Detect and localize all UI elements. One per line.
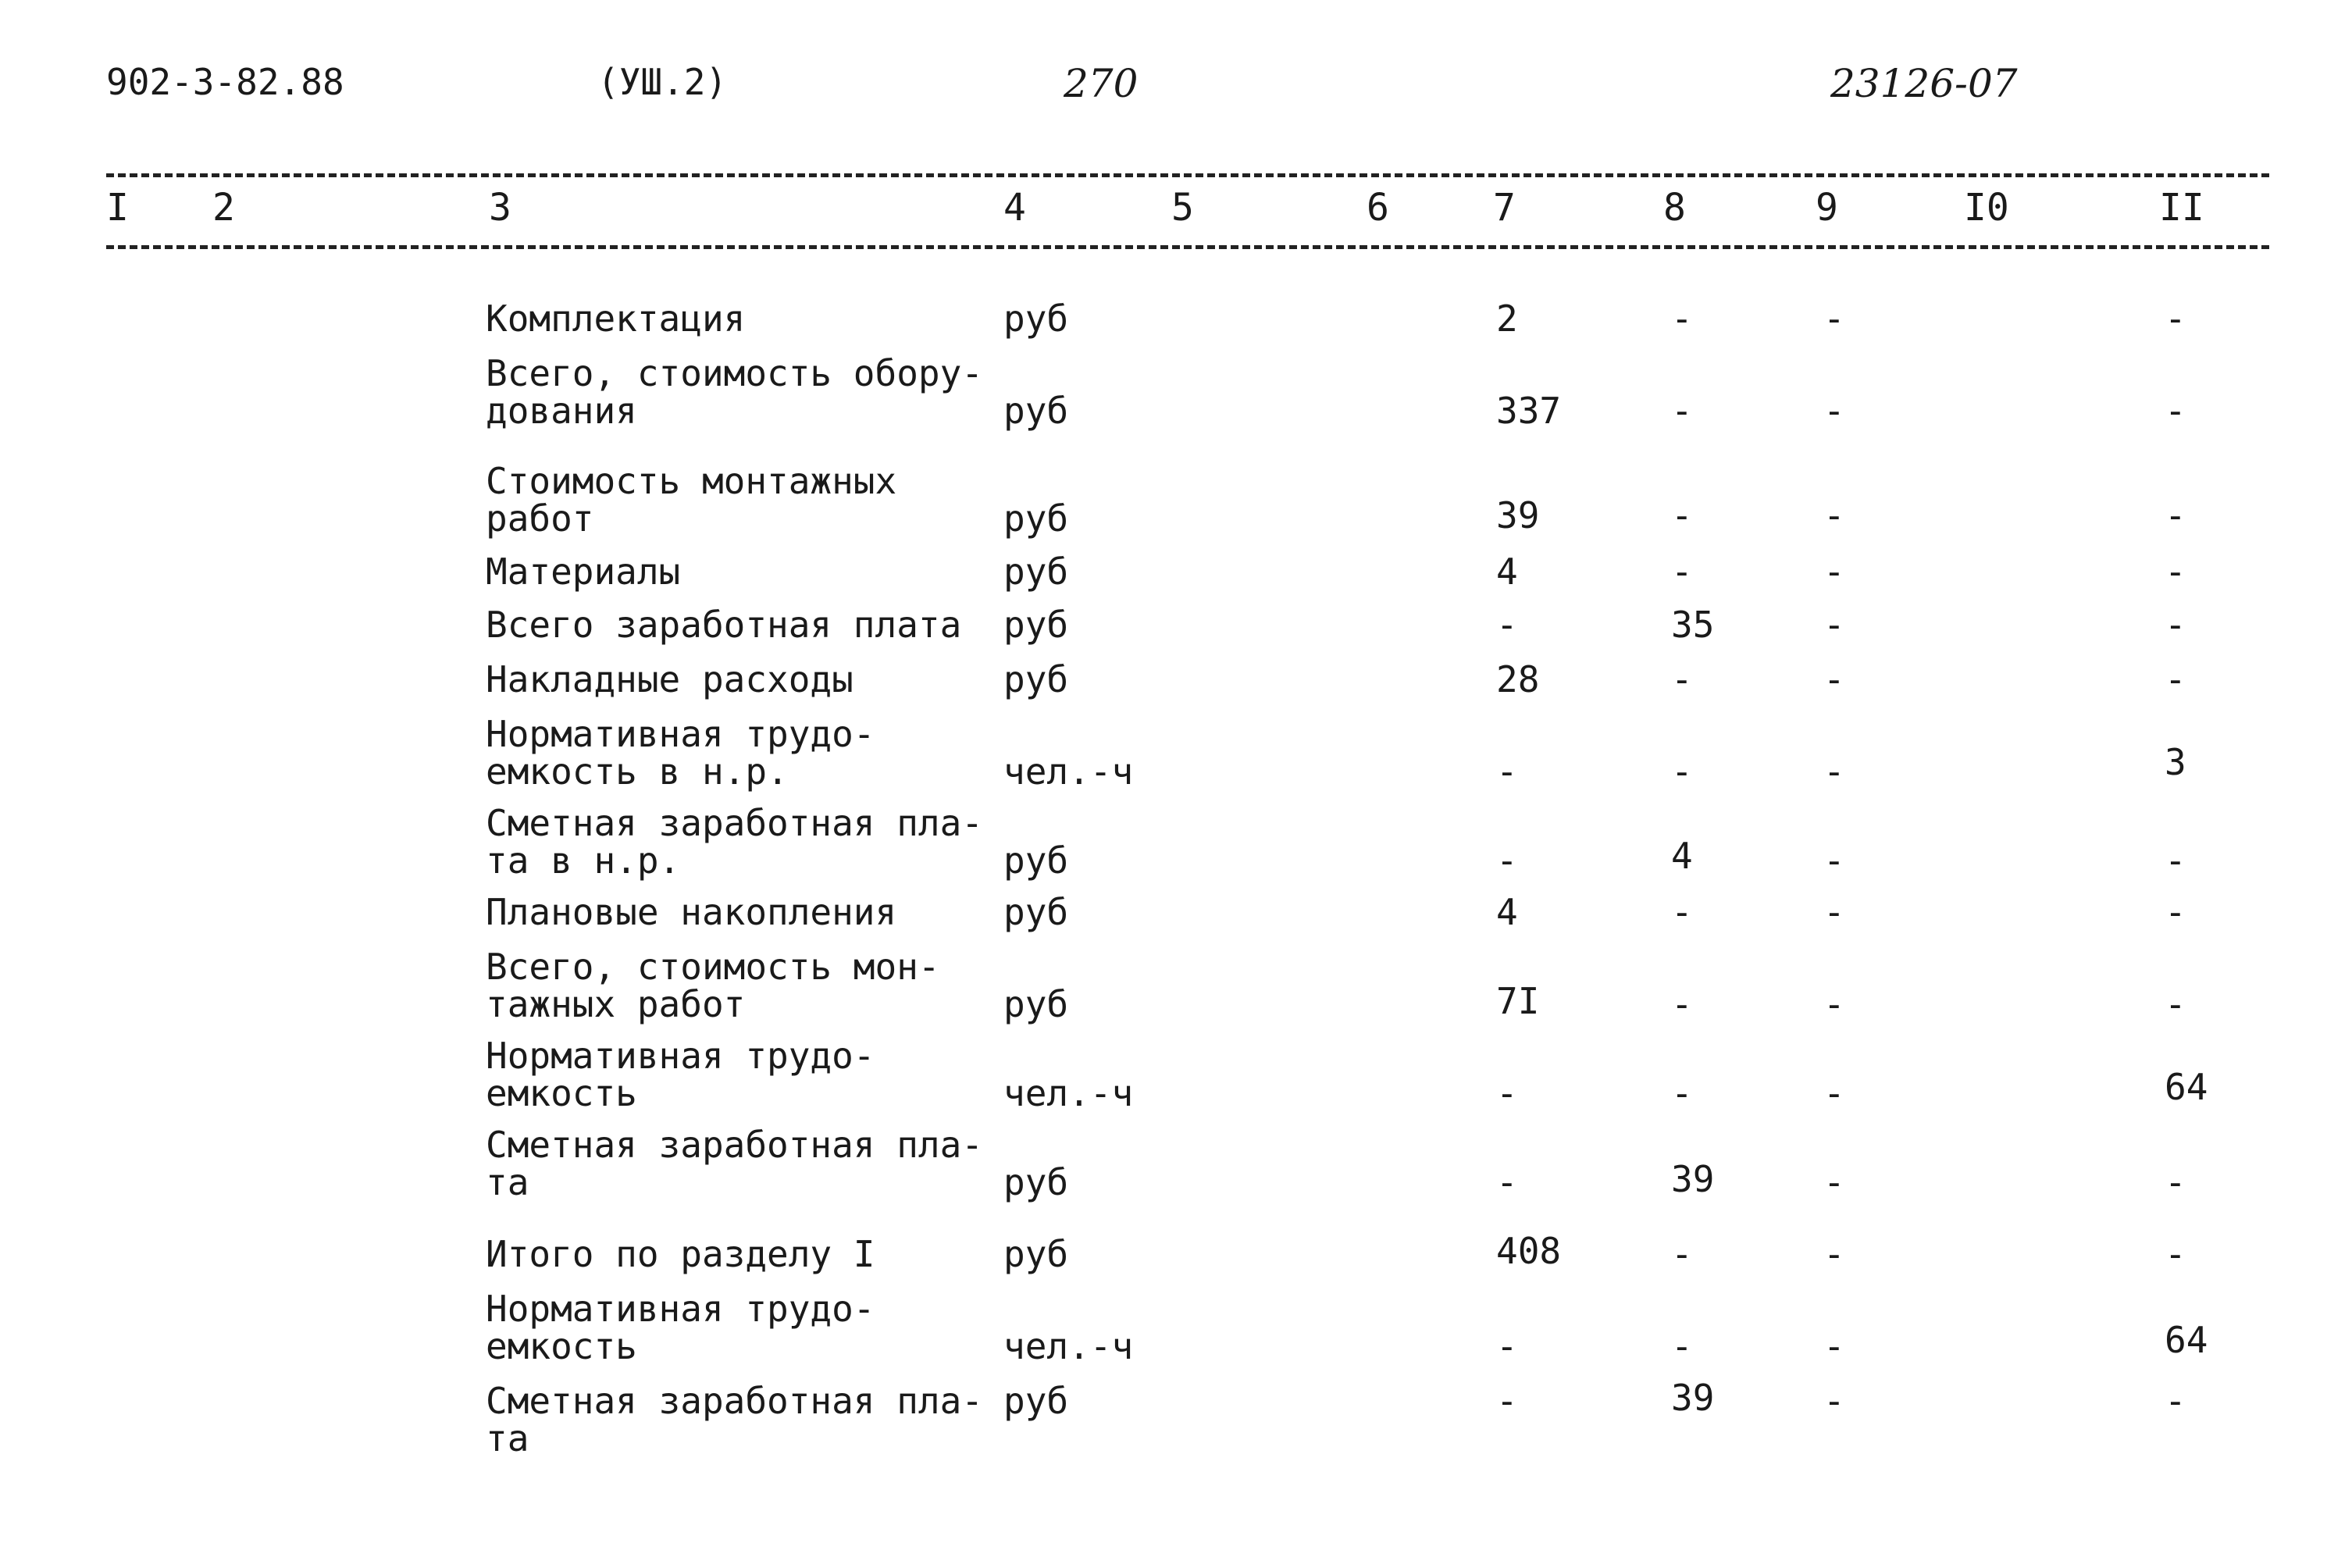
row-value-col7: 39 bbox=[1496, 494, 1540, 536]
row-value-col9: - bbox=[1823, 390, 1845, 432]
row-value-col8: - bbox=[1671, 1325, 1693, 1367]
column-number: II bbox=[2159, 186, 2204, 230]
row-value-col8: - bbox=[1671, 494, 1693, 536]
row-description: Нормативная трудо- емкость bbox=[486, 1035, 875, 1114]
row-value-col8: - bbox=[1671, 1233, 1693, 1275]
row-value-col8: 35 bbox=[1671, 604, 1715, 646]
row-value-col9: - bbox=[1823, 604, 1845, 646]
row-value-col8: 4 bbox=[1671, 835, 1693, 877]
row-value-col9: - bbox=[1823, 494, 1845, 536]
row-value-col9: - bbox=[1823, 1072, 1845, 1114]
row-description: Накладные расходы bbox=[486, 658, 853, 700]
row-value-col9: - bbox=[1823, 551, 1845, 593]
row-value-col7: - bbox=[1496, 1325, 1518, 1367]
row-value-col8: 39 bbox=[1671, 1158, 1715, 1200]
row-value-col7: - bbox=[1496, 839, 1518, 882]
row-description: Всего заработная плата bbox=[486, 604, 962, 646]
row-unit: руб bbox=[1003, 891, 1069, 933]
row-value-col8: - bbox=[1671, 750, 1693, 793]
row-value-col11: 64 bbox=[2165, 1319, 2208, 1361]
row-value-col7: 2 bbox=[1496, 298, 1518, 340]
row-description: Сметная заработная пла- та bbox=[486, 1380, 983, 1459]
row-value-col11: - bbox=[2165, 494, 2186, 536]
row-value-col9: - bbox=[1823, 1325, 1845, 1367]
document-code: 902-3-82.88 bbox=[106, 61, 344, 103]
row-value-col9: - bbox=[1823, 658, 1845, 700]
row-value-col7: - bbox=[1496, 1072, 1518, 1114]
row-description: Всего, стоимость обору- дования bbox=[486, 352, 983, 432]
row-unit: руб bbox=[1003, 983, 1069, 1025]
row-value-col8: - bbox=[1671, 551, 1693, 593]
row-value-col9: - bbox=[1823, 891, 1845, 933]
header-top-rule bbox=[106, 173, 2269, 177]
row-value-col8: - bbox=[1671, 983, 1693, 1025]
row-description: Нормативная трудо- емкость в н.р. bbox=[486, 713, 875, 793]
row-value-col11: - bbox=[2165, 551, 2186, 593]
row-value-col11: - bbox=[2165, 1380, 2186, 1422]
row-value-col7: 337 bbox=[1496, 390, 1562, 432]
row-value-col9: - bbox=[1823, 839, 1845, 882]
row-value-col11: - bbox=[2165, 298, 2186, 340]
row-value-col8: 39 bbox=[1671, 1377, 1715, 1419]
row-description: Материалы bbox=[486, 551, 681, 593]
row-value-col8: - bbox=[1671, 891, 1693, 933]
row-description: Стоимость монтажных работ bbox=[486, 460, 897, 540]
section-code: (УШ.2) bbox=[597, 61, 728, 103]
row-unit: руб bbox=[1003, 658, 1069, 700]
column-number: I0 bbox=[1964, 186, 2009, 230]
row-value-col11: - bbox=[2165, 658, 2186, 700]
row-value-col9: - bbox=[1823, 750, 1845, 793]
row-value-col11: - bbox=[2165, 1161, 2186, 1203]
row-value-col11: - bbox=[2165, 1233, 2186, 1275]
row-value-col7: 4 bbox=[1496, 551, 1518, 593]
row-unit: чел.-ч bbox=[1003, 1072, 1134, 1114]
column-number: 6 bbox=[1367, 186, 1389, 230]
row-value-col8: - bbox=[1671, 298, 1693, 340]
row-value-col7: - bbox=[1496, 750, 1518, 793]
row-value-col7: - bbox=[1496, 1380, 1518, 1422]
row-value-col9: - bbox=[1823, 1380, 1845, 1422]
column-number: 7 bbox=[1493, 186, 1516, 230]
row-unit: руб bbox=[1003, 839, 1069, 882]
row-value-col9: - bbox=[1823, 1161, 1845, 1203]
header-bottom-rule bbox=[106, 245, 2269, 249]
row-description: Сметная заработная пла- та в н.р. bbox=[486, 802, 983, 882]
row-unit: руб bbox=[1003, 1380, 1069, 1422]
row-unit: руб bbox=[1003, 604, 1069, 646]
row-unit: руб bbox=[1003, 497, 1069, 540]
column-number: I bbox=[106, 186, 129, 230]
column-number: 8 bbox=[1663, 186, 1686, 230]
row-value-col7: 4 bbox=[1496, 891, 1518, 933]
row-description: Комплектация bbox=[486, 298, 746, 340]
row-value-col7: 28 bbox=[1496, 658, 1540, 700]
row-value-col7: 7I bbox=[1496, 980, 1540, 1022]
row-description: Итого по разделу I bbox=[486, 1233, 875, 1275]
row-value-col11: 64 bbox=[2165, 1066, 2208, 1108]
row-value-col8: - bbox=[1671, 1072, 1693, 1114]
row-unit: руб bbox=[1003, 1233, 1069, 1275]
column-number: 3 bbox=[489, 186, 511, 230]
row-value-col11: - bbox=[2165, 839, 2186, 882]
row-value-col11: - bbox=[2165, 390, 2186, 432]
row-unit: руб bbox=[1003, 1161, 1069, 1203]
row-value-col11: - bbox=[2165, 983, 2186, 1025]
row-value-col11: - bbox=[2165, 891, 2186, 933]
column-number: 5 bbox=[1171, 186, 1194, 230]
row-value-col11: 3 bbox=[2165, 741, 2186, 783]
column-number: 9 bbox=[1816, 186, 1838, 230]
row-description: Нормативная трудо- емкость bbox=[486, 1288, 875, 1367]
row-unit: руб bbox=[1003, 551, 1069, 593]
row-value-col8: - bbox=[1671, 658, 1693, 700]
column-number: 2 bbox=[212, 186, 235, 230]
row-value-col7: 408 bbox=[1496, 1230, 1562, 1272]
row-value-col9: - bbox=[1823, 983, 1845, 1025]
row-value-col11: - bbox=[2165, 604, 2186, 646]
row-unit: чел.-ч bbox=[1003, 1325, 1134, 1367]
column-number: 4 bbox=[1003, 186, 1026, 230]
page-number: 270 bbox=[1064, 61, 1139, 106]
row-value-col7: - bbox=[1496, 604, 1518, 646]
row-description: Всего, стоимость мон- тажных работ bbox=[486, 946, 940, 1025]
row-description: Плановые накопления bbox=[486, 891, 897, 933]
row-value-col8: - bbox=[1671, 390, 1693, 432]
row-unit: руб bbox=[1003, 298, 1069, 340]
row-value-col7: - bbox=[1496, 1161, 1518, 1203]
row-unit: чел.-ч bbox=[1003, 750, 1134, 793]
sheet-code: 23126-07 bbox=[1830, 61, 2018, 106]
row-unit: руб bbox=[1003, 390, 1069, 432]
row-value-col9: - bbox=[1823, 298, 1845, 340]
row-value-col9: - bbox=[1823, 1233, 1845, 1275]
row-description: Сметная заработная пла- та bbox=[486, 1124, 983, 1203]
